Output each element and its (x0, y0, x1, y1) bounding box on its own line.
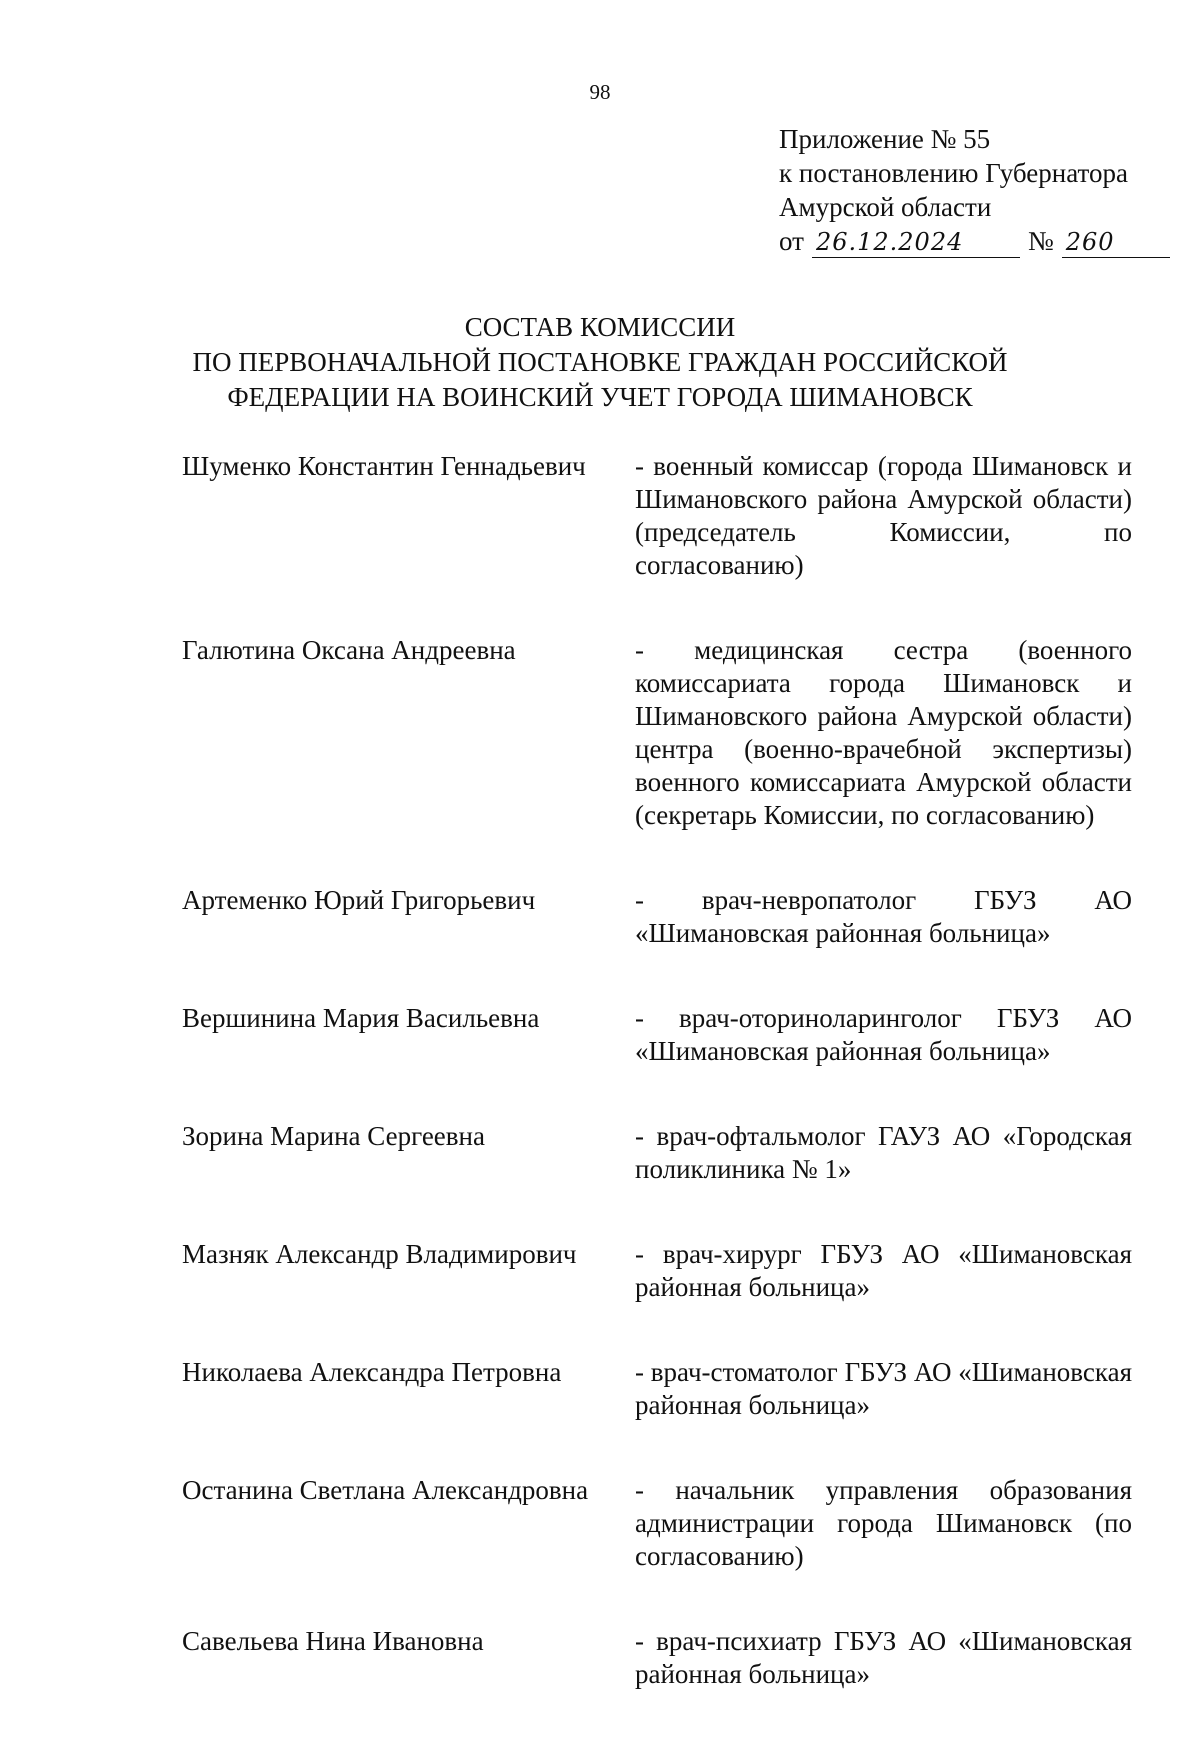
member-role: - начальник управления образования администрации города Шимановск (по согласованию) (635, 1475, 1132, 1571)
handwritten-date: 26.12.2024 (812, 227, 1020, 258)
member-name: Артеменко Юрий Григорьевич (182, 885, 536, 915)
date-prefix: от (779, 226, 804, 256)
member-role: - врач-стоматолог ГБУЗ АО «Шимановская районная больница» (635, 1357, 1132, 1420)
member-role: - врач-психиатр ГБУЗ АО «Шимановская районная больница» (635, 1626, 1132, 1689)
member-role: - медицинская сестра (военного комиссариата города Шимановск и Шимановского района Амурской области) центра (военно-врачебной экспертизы) военного комиссариата Амурской области (секретарь Комиссии, по согласованию) (635, 635, 1132, 830)
member-role: - врач-хирург ГБУЗ АО «Шимановская районная больница» (635, 1239, 1132, 1302)
appendix-date-line (779, 224, 1170, 258)
member-name: Савельева Нина Ивановна (182, 1626, 484, 1656)
members-list (182, 450, 1132, 1743)
member-row (182, 450, 1132, 582)
handwritten-number: 260 (1062, 227, 1170, 258)
member-name: Николаева Александра Петровна (182, 1357, 562, 1387)
member-row (182, 1002, 1132, 1068)
number-sign: № (1027, 226, 1054, 256)
appendix-line-2: к постановлению Губернатора (779, 158, 1128, 188)
member-row (182, 634, 1132, 832)
member-role: - врач-невропатолог ГБУЗ АО «Шимановская районная больница» (635, 885, 1132, 948)
member-row (182, 1474, 1132, 1573)
member-name: Останина Светлана Александровна (182, 1475, 589, 1505)
member-row (182, 884, 1132, 950)
member-name: Галютина Оксана Андреевна (182, 635, 516, 665)
appendix-header (779, 122, 1170, 258)
member-role: - военный комиссар (города Шимановск и Шимановского района Амурской области) (председатель Комиссии, по согласованию) (635, 451, 1132, 580)
member-role: - врач-оториноларинголог ГБУЗ АО «Шимановская районная больница» (635, 1003, 1132, 1066)
member-name: Шуменко Константин Геннадьевич (182, 451, 586, 481)
page-number: 98 (589, 80, 611, 104)
document-title (0, 310, 1200, 415)
appendix-line-3: Амурской области (779, 192, 992, 222)
member-row (182, 1120, 1132, 1186)
member-name: Вершинина Мария Васильевна (182, 1003, 540, 1033)
title-line-3: ФЕДЕРАЦИИ НА ВОИНСКИЙ УЧЕТ ГОРОДА ШИМАНОВСК (227, 382, 973, 412)
member-name: Зорина Марина Сергеевна (182, 1121, 485, 1151)
member-row (182, 1625, 1132, 1691)
appendix-line-1: Приложение № 55 (779, 124, 991, 154)
member-row (182, 1356, 1132, 1422)
member-row (182, 1238, 1132, 1304)
title-line-2: ПО ПЕРВОНАЧАЛЬНОЙ ПОСТАНОВКЕ ГРАЖДАН РОССИЙСКОЙ (192, 347, 1008, 377)
member-name: Мазняк Александр Владимирович (182, 1239, 577, 1269)
member-role: - врач-офтальмолог ГАУЗ АО «Городская поликлиника № 1» (635, 1121, 1132, 1184)
title-line-1: СОСТАВ КОМИССИИ (464, 312, 736, 342)
